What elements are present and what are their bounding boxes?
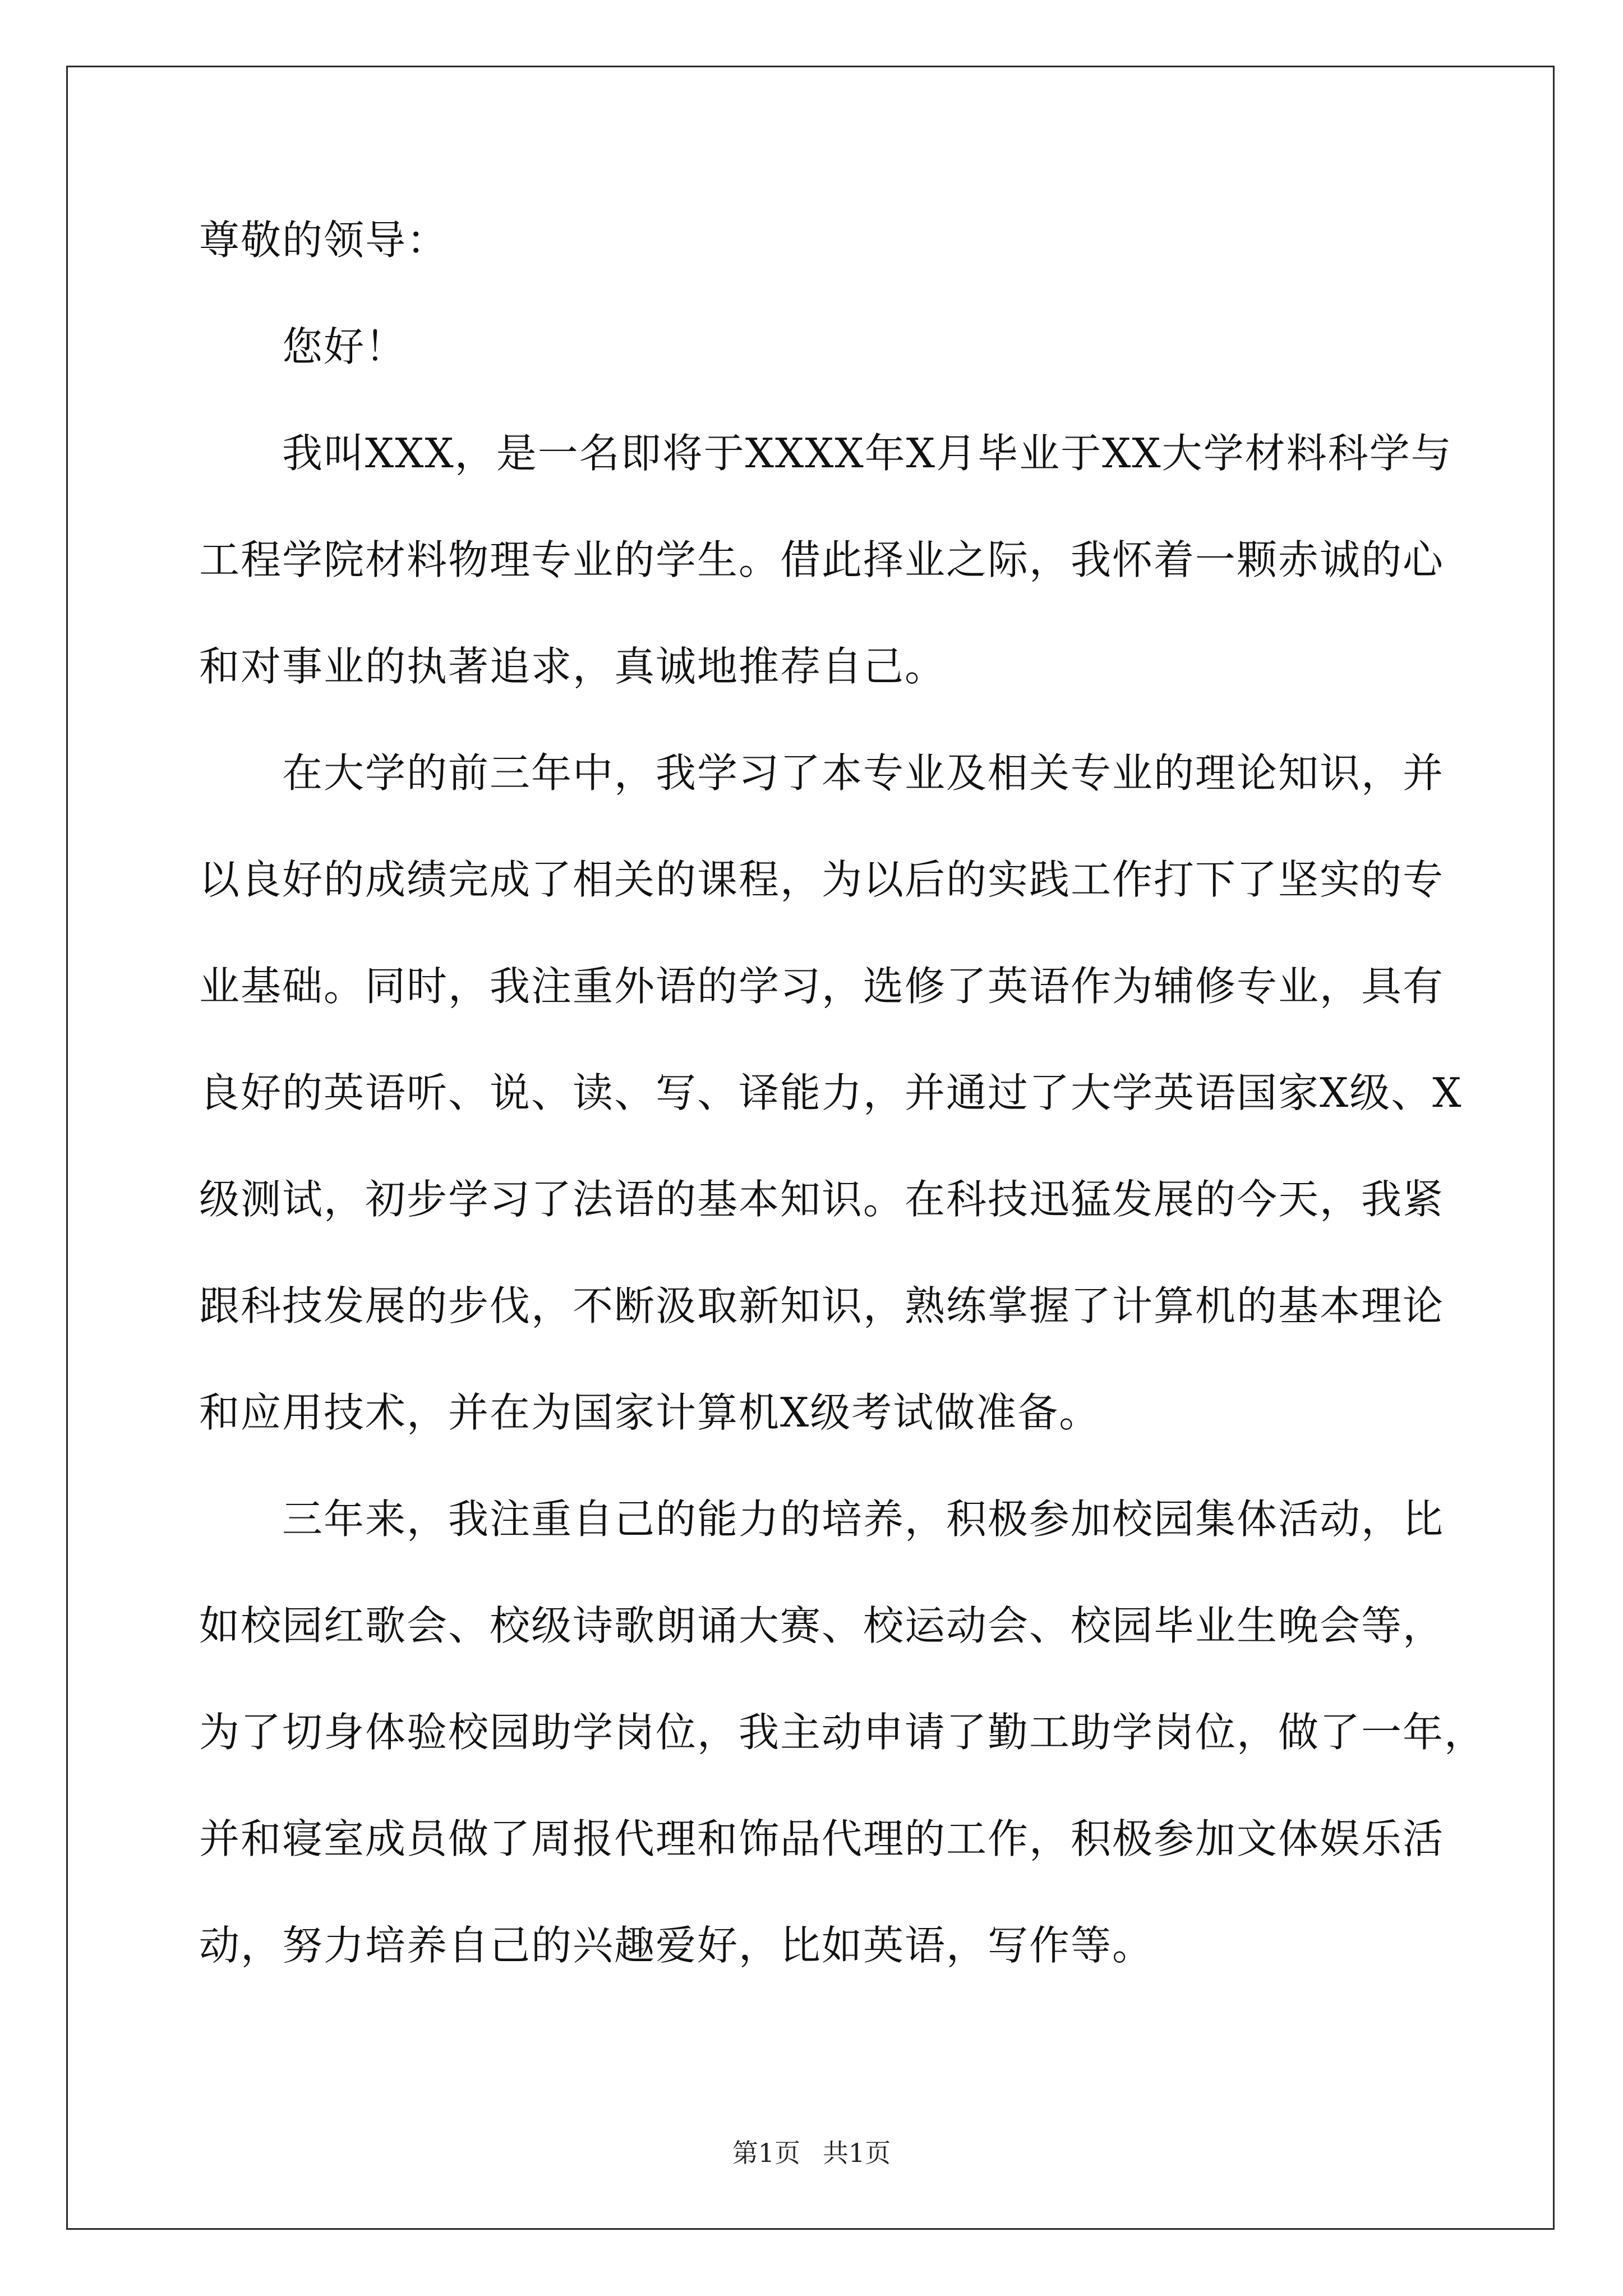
paragraph-line: 以良好的成绩完成了相关的课程，为以后的实践工作打下了坚实的专 [199, 856, 1445, 903]
paragraph-line: 并和寝室成员做了周报代理和饰品代理的工作，积极参加文体娱乐活 [199, 1815, 1445, 1862]
page-total: 共1页 [823, 2138, 891, 2168]
paragraph-line: 工程学院材料物理专业的学生。借此择业之际，我怀着一颗赤诚的心 [199, 536, 1445, 583]
paragraph-line: 和对事业的执著追求，真诚地推荐自己。 [199, 643, 947, 690]
paragraph-line: 如校园红歌会、校级诗歌朗诵大赛、校运动会、校园毕业生晚会等， [199, 1602, 1445, 1649]
page-number: 第1页 [732, 2138, 800, 2168]
paragraph-line: 业基础。同时，我注重外语的学习，选修了英语作为辅修专业，具有 [199, 963, 1445, 1010]
paragraph-line: 在大学的前三年中，我学习了本专业及相关专业的理论知识，并 [282, 749, 1445, 797]
paragraph-line: 和应用技术，并在为国家计算机X级考试做准备。 [199, 1389, 1101, 1436]
paragraph-line: 三年来，我注重自己的能力的培养，积极参加校园集体活动，比 [282, 1496, 1445, 1543]
paragraph-line: 动，努力培养自己的兴趣爱好，比如英语，写作等。 [199, 1922, 1154, 1969]
salutation: 尊敬的领导： [199, 217, 449, 264]
paragraph-line: 为了切身体验校园助学岗位，我主动申请了勤工助学岗位，做了一年， [199, 1709, 1486, 1756]
greeting: 您好！ [282, 323, 407, 370]
page-border [66, 66, 1555, 2230]
paragraph-line: 良好的英语听、说、读、写、译能力，并通过了大学英语国家X级、X [199, 1069, 1463, 1116]
paragraph-line: 我叫XXX，是一名即将于XXXX年X月毕业于XX大学材料科学与 [282, 430, 1453, 477]
paragraph-line: 跟科技发展的步伐，不断汲取新知识，熟练掌握了计算机的基本理论 [199, 1282, 1445, 1329]
paragraph-line: 级测试，初步学习了法语的基本知识。在科技迅猛发展的今天，我紧 [199, 1176, 1445, 1223]
page-footer [0, 2136, 1623, 2170]
